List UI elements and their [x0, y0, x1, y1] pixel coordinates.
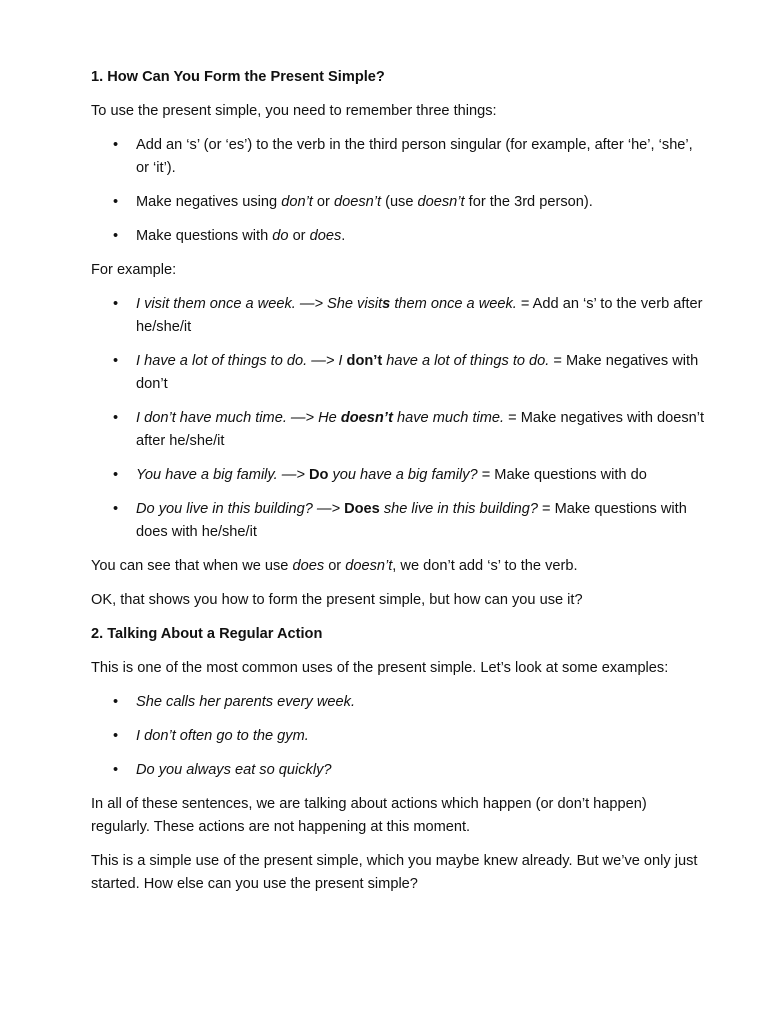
examples-label: For example: [91, 262, 177, 278]
bullet-icon: • [113, 762, 119, 778]
bullet-icon: • [113, 410, 119, 426]
bullet-icon: • [113, 353, 119, 369]
bullet-icon: • [113, 137, 119, 153]
bullet-icon: • [113, 228, 119, 244]
example-item: • Do you always eat so quickly? [91, 759, 708, 782]
section-2-intro: This is one of the most common uses of the present simple. Let’s look at some examples: [91, 660, 669, 676]
bullet-icon: • [113, 296, 119, 312]
section-1-note: You can see that when we use does or doesn’t, we don’t add ‘s’ to the verb. [91, 558, 578, 574]
rule-item: • Add an ‘s’ (or ‘es’) to the verb in the third person singular (for example, after ‘he’, ‘she’, or ‘it’). [91, 134, 708, 180]
rules-list [91, 134, 708, 248]
examples-list [91, 293, 708, 544]
rule-item: • Make negatives using don’t or doesn’t (use doesn’t for the 3rd person). [91, 191, 708, 214]
bullet-icon: • [113, 694, 119, 710]
example-item: • I don’t often go to the gym. [91, 725, 708, 748]
example-item: • Do you live in this building? —> Does she live in this building? = Make questions with does with he/she/it [91, 498, 708, 544]
regular-action-examples [91, 691, 708, 782]
bullet-icon: • [113, 501, 119, 517]
example-item: • You have a big family. —> Do you have a big family? = Make questions with do [91, 464, 708, 487]
example-item: • I have a lot of things to do. —> I don’t have a lot of things to do. = Make negatives with don’t [91, 350, 708, 396]
example-item: • She calls her parents every week. [91, 691, 708, 714]
section-1-heading: 1. How Can You Form the Present Simple? [91, 69, 385, 85]
rule-item: • Make questions with do or does. [91, 225, 708, 248]
bullet-icon: • [113, 467, 119, 483]
example-item: • I visit them once a week. —> She visits them once a week. = Add an ‘s’ to the verb after he/she/it [91, 293, 708, 339]
section-2-paragraph-2: This is a simple use of the present simple, which you maybe knew already. But we’ve only just started. How else can you use the present simple? [91, 853, 698, 892]
bullet-icon: • [113, 194, 119, 210]
section-1-transition: OK, that shows you how to form the present simple, but how can you use it? [91, 592, 583, 608]
section-1-intro: To use the present simple, you need to remember three things: [91, 103, 497, 119]
bullet-icon: • [113, 728, 119, 744]
example-item: • I don’t have much time. —> He doesn’t have much time. = Make negatives with doesn’t after he/she/it [91, 407, 708, 453]
section-2-heading: 2. Talking About a Regular Action [91, 626, 323, 642]
section-2-paragraph-1: In all of these sentences, we are talking about actions which happen (or don’t happen) regularly. These actions are not happening at this moment. [91, 796, 647, 835]
